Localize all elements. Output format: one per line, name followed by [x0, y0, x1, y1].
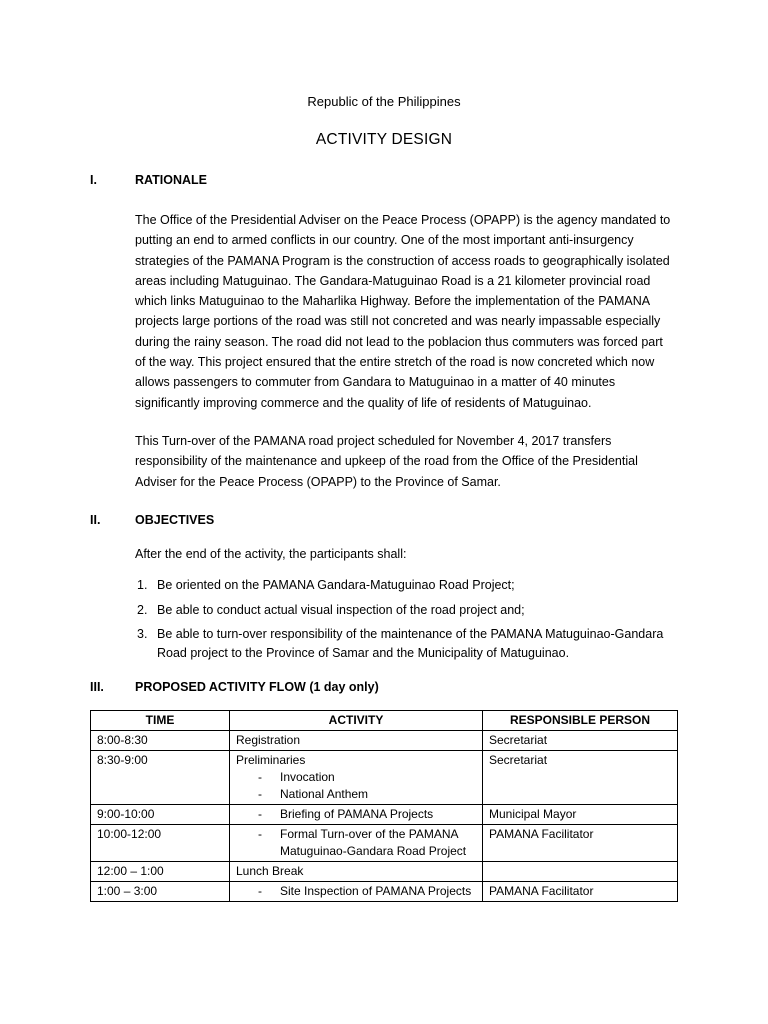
sub-activity-text: National Anthem [280, 787, 369, 801]
section-number-objectives: II. [90, 513, 101, 527]
table-row [91, 862, 678, 882]
cell-person: Municipal Mayor [483, 805, 678, 825]
republic-heading: Republic of the Philippines [307, 94, 461, 109]
table-row [91, 805, 678, 825]
cell-person: PAMANA Facilitator [483, 825, 678, 862]
section-title-objectives: OBJECTIVES [135, 513, 215, 527]
table-row [91, 825, 678, 862]
sub-activity-list [236, 769, 476, 803]
rationale-paragraph-2: This Turn-over of the PAMANA road project scheduled for November 4, 2017 transfers responsibility of the maintenance and upkeep of the road from the Office of the Presidential Adviser for the Peace Process (OPAPP) to the Province of Samar. [135, 434, 638, 489]
list-item [236, 769, 476, 786]
column-header-person: RESPONSIBLE PERSON [483, 711, 678, 731]
list-item [236, 786, 476, 803]
cell-activity [230, 751, 483, 805]
cell-activity: Lunch Break [230, 862, 483, 882]
cell-activity [230, 825, 483, 862]
sub-activity-list [236, 826, 476, 860]
cell-time: 9:00-10:00 [91, 805, 230, 825]
cell-time: 8:30-9:00 [91, 751, 230, 805]
table-row [91, 751, 678, 805]
sub-activity-text: Site Inspection of PAMANA Projects [280, 884, 472, 898]
objectives-intro: After the end of the activity, the participants shall: [135, 547, 407, 561]
column-header-time: TIME [91, 711, 230, 731]
cell-person: Secretariat [483, 751, 678, 805]
cell-time: 12:00 – 1:00 [91, 862, 230, 882]
cell-time: 10:00-12:00 [91, 825, 230, 862]
list-item [137, 625, 677, 662]
section-number-rationale: I. [90, 173, 97, 187]
sub-activity-text: Invocation [280, 770, 335, 784]
list-item [137, 576, 677, 595]
cell-activity: Registration [230, 731, 483, 751]
list-item [137, 601, 677, 620]
table-header-row [91, 711, 678, 731]
section-title-flow: PROPOSED ACTIVITY FLOW (1 day only) [135, 680, 379, 694]
cell-person: PAMANA Facilitator [483, 882, 678, 902]
dash-bullet: - [258, 884, 262, 898]
list-item-number: 1. [137, 578, 148, 592]
list-item [236, 826, 476, 860]
document-title: ACTIVITY DESIGN [315, 131, 453, 148]
sub-activity-list [236, 806, 476, 823]
table-row [91, 882, 678, 902]
activity-label: Preliminaries [236, 753, 306, 767]
dash-bullet: - [258, 807, 262, 821]
section-title-rationale: RATIONALE [135, 173, 207, 187]
list-item-number: 2. [137, 602, 148, 617]
cell-activity [230, 805, 483, 825]
section-number-flow: III. [90, 680, 104, 694]
dash-bullet: - [258, 770, 262, 784]
list-item [236, 806, 476, 823]
rationale-paragraph-1: The Office of the Presidential Adviser on the Peace Process (OPAPP) is the agency mandated to putting an end to armed conflicts in our country. One of the most important anti-insurgency strategies of the PAMANA Program is the construction of access roads to geographically isolated areas including Matuguinao. The Gandara-Matuguinao Road is a 21 kilometer provincial road which links Matuguinao to the Maharlika Highway. Before the implementation of the PAMANA projects large portions of the road was still not concreted and was nearly impassable especially during the rainy season. The road did not lead to the poblacion thus commuters was forced part of the way. This project ensured that the entire stretch of the road is now concreted which now allows passengers to commuter from Gandara to Matuguinao in a matter of 40 minutes significantly improving commerce and the quality of life of residents of Matuguinao. [135, 213, 671, 410]
cell-time: 8:00-8:30 [91, 731, 230, 751]
list-item-text: Be oriented on the PAMANA Gandara-Matuguinao Road Project; [157, 578, 515, 592]
sub-activity-text: Formal Turn-over of the PAMANA Matuguinao-Gandara Road Project [280, 827, 467, 858]
sub-activity-text: Briefing of PAMANA Projects [280, 807, 434, 821]
dash-bullet: - [258, 827, 262, 841]
cell-time: 1:00 – 3:00 [91, 882, 230, 902]
cell-person [483, 862, 678, 882]
list-item-text: Be able to conduct actual visual inspection of the road project and; [157, 602, 525, 617]
activity-flow-table [90, 710, 678, 902]
cell-person: Secretariat [483, 731, 678, 751]
sub-activity-list [236, 883, 476, 900]
table-row [91, 731, 678, 751]
cell-activity [230, 882, 483, 902]
column-header-activity: ACTIVITY [230, 711, 483, 731]
list-item-text: Be able to turn-over responsibility of the maintenance of the PAMANA Matuguinao-Gandara Road project to the Province of Samar and the Municipality of Matuguinao. [157, 627, 664, 660]
dash-bullet: - [258, 787, 262, 801]
list-item-number: 3. [137, 627, 148, 641]
objectives-list [137, 576, 677, 668]
list-item [236, 883, 476, 900]
